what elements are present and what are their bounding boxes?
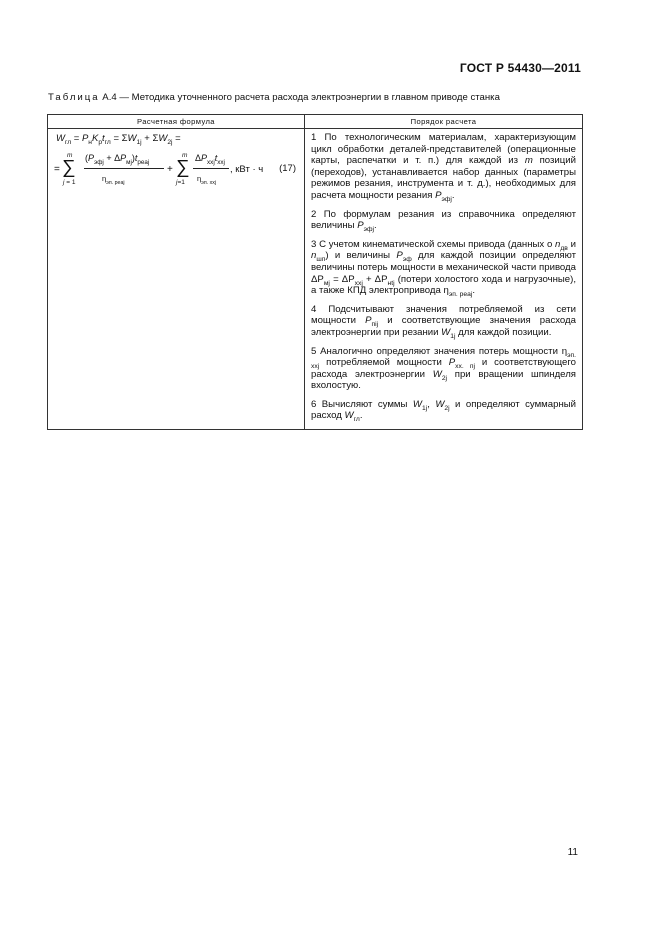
calculation-table (47, 114, 583, 430)
page-number: 11 (567, 847, 578, 858)
procedure-step-5: 5 Аналогично определяют значения потерь мощности $\eta_{эп. xxj}$ потребляемой мощности $P_{xx. пj}$ и соответствующего расхода электроэнергии $W_{2j}$ при вращении шпинделя вхолостую. (311, 345, 576, 392)
equation-number: (17) (279, 163, 296, 174)
caption-text: — Методика уточненного расчета расхода электроэнергии в главном приводе станка (119, 92, 500, 103)
procedure-step-6: 6 Вычисляют суммы $W_{1j}$, $W_{2j}$ и определяют суммарный расход $W_{гл}$. (311, 398, 576, 424)
caption-number: А.4 (102, 92, 117, 103)
formula-unit: , кВт · ч (230, 164, 264, 175)
caption-label: Таблица (48, 92, 100, 103)
procedure-step-2: 2 По формулам резания из справочника определяют величины $P_{эфj}$. (311, 208, 576, 234)
document-code: ГОСТ Р 54430—2011 (459, 61, 581, 75)
procedure-step-1: 1 По технологическим материалам, характеризующим цикл обработки деталей-представителей (операционные карты, распечатки и т. п.) для каждой из m позиций (переходов), устанавливается набор данных (параметры режимов резания, инструмента и т. д.), необходимых для расчета мощности резания $P_{эфj}$. (311, 132, 576, 203)
table-header-row (48, 115, 583, 129)
formula-equation-17: = m ∑ j = 1 $(P_{эфj} + \Delta P_{мj})t_{реаj}$ $\eta_{эп. реаj}$ + m ∑ j=1 $\Delta P_{xxj}t_{xxj}$ $\eta_{эп. xxj}$ , кВт · ч (17) (54, 152, 296, 186)
procedure-step-3: 3 С учетом кинематической схемы привода (данных о $n_{дв}$ и $n_{шп}$) и величины $P_{эф}$ для каждой позиции определяют величины потерь мощности в механической части привода $\Delta P_{мj} = \Delta P_{xxj} + \Delta P_{нtj}$ (потери холостого хода и нагрузочные), а также КПД электропривода $\eta_{эп. реаj}$. (311, 238, 577, 299)
col-header-procedure: Порядок расчета (305, 115, 583, 129)
procedure-step-4: 4 Подсчитывают значения потребляемой из сети мощности $P_{пij}$ и соответствующие значения расхода электроэнергии при резании $W_{1j}$ для каждой позиции. (311, 303, 576, 340)
table-caption (48, 92, 500, 103)
col-header-formula: Расчетная формула (48, 115, 305, 129)
formula-line-1: $W_{гл} = P_нK_рt_{гл} = \Sigma W_{1j} + \Sigma W_{2j}$ = (56, 133, 181, 146)
table-body-row (48, 129, 583, 430)
formula-cell (48, 129, 305, 430)
procedure-cell (305, 129, 583, 430)
